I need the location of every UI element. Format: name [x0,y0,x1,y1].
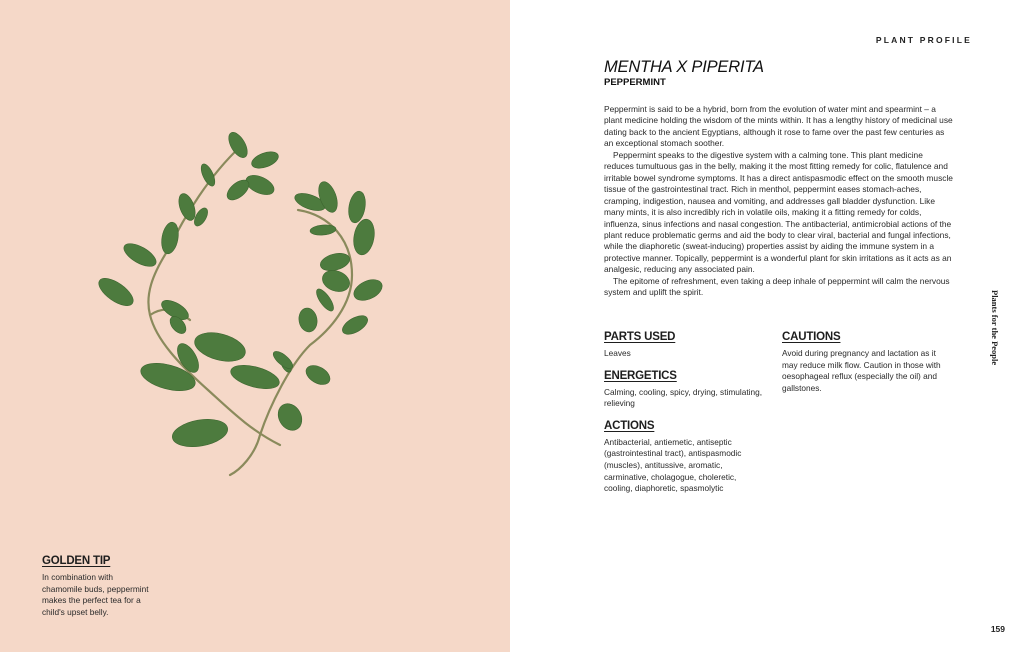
parts-used-section [604,331,764,360]
energetics-heading: ENERGETICS [604,369,677,382]
actions-heading: ACTIONS [604,419,655,432]
golden-tip-line: chamomile buds, peppermint [42,583,149,594]
common-name: PEPPERMINT [604,77,666,88]
golden-tip-line: makes the perfect tea for a [42,595,141,606]
book-side-title: Plants for the People [990,290,1000,366]
body-text [604,104,954,299]
right-page [510,0,1020,652]
energetics-text: Calming, cooling, spicy, drying, stimulating, relieving [604,386,763,409]
peppermint-photo [90,125,400,485]
page-number: 159 [990,624,1005,634]
cautions-heading: CAUTIONS [782,331,841,343]
energetics-section [604,370,764,410]
scientific-name: MENTHA X PIPERITA [604,58,764,76]
body-paragraph: The epitome of refreshment, even taking a deep inhale of peppermint will calm the nervous system and uplift the spirit. [604,275,950,298]
running-head: PLANT PROFILE [875,35,972,45]
golden-tip-box [42,555,182,618]
body-paragraph: Peppermint is said to be a hybrid, born from the evolution of water mint and spearmint – a plant medicine holding the wisdom of the mints within. It has a lengthy history of medicinal use dating back to the ancient Egyptians, although it rose to fame over the past few centuries as an exceptional stomach soother. [604,104,953,149]
body-paragraph: Peppermint speaks to the digestive system with a calming tone. This plant medicine reduces tumultuous gas in the belly, making it the most fitting remedy for colic, flatulence and irritable bowel syndrome symptoms. It has a direct antispasmodic effect on the smooth muscle tissue of the gastrointestinal tract. Rich in menthol, peppermint eases stomach-aches, cramping, indigestion, nausea and vomiting, and addresses gall bladder dysfunction. Like many mints, it is also incredibly rich in volatile oils, making it a fitting remedy for colds, influenza, sinus infections and nasal congestion. The antibacterial, antimicrobial actions of the plant reduce problematic germs and aid the body to clear viral, bacterial and fungal infections, while the diaphoretic (sweat-inducing) properties assist by aiding the immune system in a protective manner. Topically, peppermint is a wonderful plant for skin irritations as it acts as an analgesic, reducing any associated pain. [604,149,953,275]
properties-left-column [604,331,764,505]
cautions-text: Avoid during pregnancy and lactation as it may reduce milk flow. Caution in those with oesophageal reflux (especially the oil) and gallstones. [782,348,941,393]
cautions-section [782,331,952,394]
golden-tip-line: In combination with [42,572,114,582]
actions-text: Antibacterial, antiemetic, antiseptic (gastrointestinal tract), antispasmodic (muscles), antitussive, aromatic, carminative, cholagogue, choleretic, cooling, diaphoretic, spasmolytic [604,436,742,494]
properties-right-column [782,331,952,404]
parts-used-text: Leaves [604,348,631,358]
actions-section [604,420,764,495]
golden-tip-heading: GOLDEN TIP [42,555,111,567]
parts-used-heading: PARTS USED [604,331,676,343]
golden-tip-line: child's upset belly. [42,606,109,617]
